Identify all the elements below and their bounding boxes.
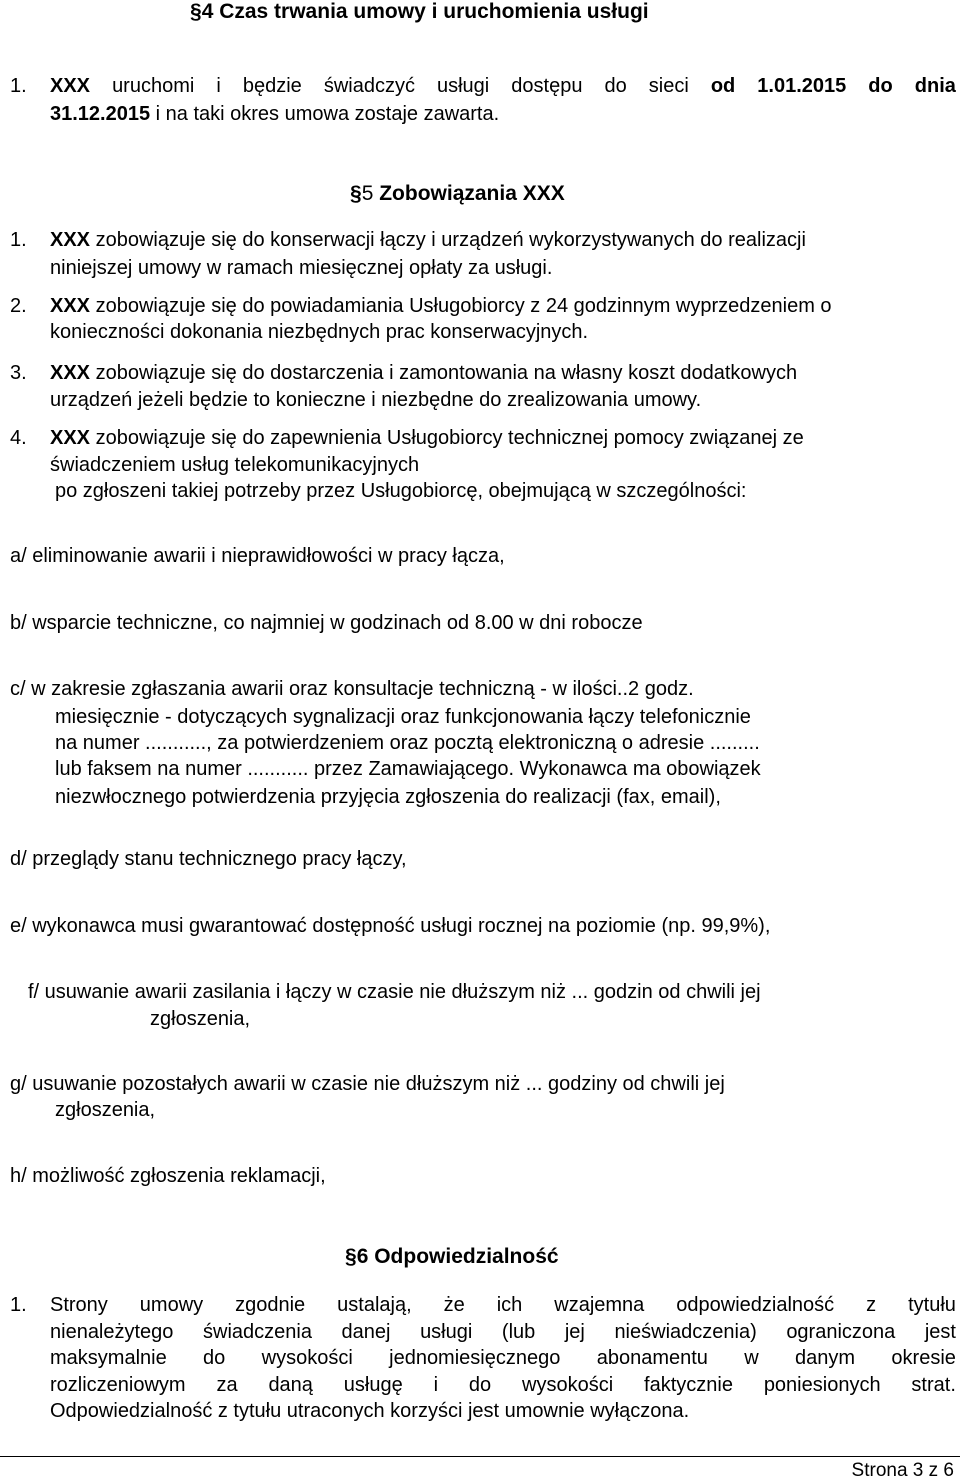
- list-number: 1.: [10, 229, 27, 251]
- sub-item-c-line-3: na numer ..........., za potwierdzeniem oraz pocztą elektroniczną o adresie .........: [55, 732, 760, 754]
- word: i: [216, 75, 221, 97]
- section-5-item-1-line-1: [50, 228, 806, 252]
- party-name: XXX: [50, 295, 91, 317]
- word: wysokości: [261, 1347, 353, 1369]
- section-5-item-1-line-2: niniejszej umowy w ramach miesięcznej opłaty za usługi.: [50, 257, 553, 279]
- section-6-point-1-line-1: [50, 1293, 956, 1317]
- word: usługi: [420, 1321, 473, 1343]
- party-name: XXX: [50, 362, 91, 384]
- text: i na taki okres umowa zostaje zawarta.: [150, 103, 500, 125]
- word: dostępu: [511, 75, 583, 97]
- list-number: 3.: [10, 362, 27, 384]
- section-5-item-2-line-2: konieczności dokonania niezbędnych prac konserwacyjnych.: [50, 321, 589, 343]
- word: wzajemna: [554, 1294, 645, 1316]
- sub-item-f-line-2: zgłoszenia,: [150, 1008, 251, 1030]
- word: okresie: [891, 1347, 956, 1369]
- party-name: XXX: [50, 427, 91, 449]
- start-date: 1.01.2015: [757, 75, 847, 97]
- list-number: 2.: [10, 295, 27, 317]
- sub-item-h: h/ możliwość zgłoszenia reklamacji,: [10, 1165, 326, 1187]
- section-title-text: Zobowiązania XXX: [373, 182, 565, 205]
- word: świadczyć: [323, 75, 415, 97]
- word: do: [604, 75, 627, 97]
- word: do: [203, 1347, 226, 1369]
- list-number: 4.: [10, 427, 27, 449]
- word: będzie: [242, 75, 302, 97]
- text: zobowiązuje się do zapewnienia Usługobiorcy technicznej pomocy związanej ze: [90, 427, 804, 449]
- word: danej: [341, 1321, 391, 1343]
- word: uruchomi: [112, 75, 195, 97]
- text: zobowiązuje się do dostarczenia i zamontowania na własny koszt dodatkowych: [90, 362, 798, 384]
- section-6-point-1-line-2: [50, 1320, 956, 1344]
- sub-item-a: a/ eliminowanie awarii i nieprawidłowości w pracy łącza,: [10, 545, 505, 567]
- word: z: [866, 1294, 877, 1316]
- word: od: [710, 75, 736, 97]
- page-number: Strona 3 z 6: [851, 1460, 954, 1481]
- word: faktycznie: [644, 1374, 733, 1396]
- word: zgodnie: [235, 1294, 306, 1316]
- word: dnia: [914, 75, 956, 97]
- section-5-item-3-line-1: [50, 361, 797, 385]
- word: rozliczeniowym: [50, 1374, 186, 1396]
- section-symbol: §: [190, 0, 202, 23]
- word: ustalają,: [337, 1294, 412, 1316]
- text: zobowiązuje się do powiadamiania Usługobiorcy z 24 godzinnym wyprzedzeniem o: [90, 295, 832, 317]
- word: danym: [795, 1347, 856, 1369]
- word: że: [443, 1294, 465, 1316]
- word: strat.: [911, 1374, 956, 1396]
- word: daną: [268, 1374, 313, 1396]
- word: nienależytego: [50, 1321, 174, 1343]
- word: do: [868, 75, 893, 97]
- word: usługę: [343, 1374, 403, 1396]
- section-4-title: [190, 0, 649, 24]
- text: zobowiązuje się do konserwacji łączy i urządzeń wykorzystywanych do realizacji: [90, 229, 806, 251]
- party-name: XXX: [50, 229, 91, 251]
- sub-item-c-line-1: c/ w zakresie zgłaszania awarii oraz konsultacje techniczną - w ilości..2 godz.: [10, 678, 694, 700]
- word: świadczenia: [203, 1321, 312, 1343]
- word: umowy: [139, 1294, 204, 1316]
- section-5-item-4-line-2: świadczeniem usług telekomunikacyjnych: [50, 454, 420, 476]
- section-5-item-3-line-2: urządzeń jeżeli będzie to konieczne i niezbędne do zrealizowania umowy.: [50, 389, 702, 411]
- section-5-item-4-line-3: po zgłoszeni takiej potrzeby przez Usługobiorcę, obejmującą w szczególności:: [55, 480, 747, 502]
- section-4-point-1-line-1: [50, 74, 956, 98]
- word: za: [216, 1374, 238, 1396]
- word: sieci: [648, 75, 689, 97]
- sub-item-f-line-1: f/ usuwanie awarii zasilania i łączy w czasie nie dłuższym niż ... godzin od chwili jej: [28, 981, 761, 1003]
- word: jednomiesięcznego: [389, 1347, 561, 1369]
- section-title-text: 6 Odpowiedzialność: [356, 1245, 559, 1268]
- sub-item-g-line-2: zgłoszenia,: [55, 1099, 156, 1121]
- word: abonamentu: [596, 1347, 708, 1369]
- sub-item-e: e/ wykonawca musi gwarantować dostępność usługi rocznej na poziomie (np. 99,9%),: [10, 915, 771, 937]
- section-6-point-1-line-3: [50, 1346, 956, 1370]
- end-date: 31.12.2015: [50, 103, 151, 125]
- sub-item-c-line-2: miesięcznie - dotyczących sygnalizacji oraz funkcjonowania łączy telefonicznie: [55, 706, 751, 728]
- section-5-title: [350, 182, 565, 206]
- section-6-title: [345, 1245, 559, 1269]
- section-number: 5: [361, 182, 374, 205]
- word: (lub: [501, 1321, 536, 1343]
- section-5-item-2-line-1: [50, 294, 832, 318]
- word: ich: [496, 1294, 523, 1316]
- word: Strony: [50, 1294, 108, 1316]
- word: ograniczona: [786, 1321, 896, 1343]
- sub-item-b: b/ wsparcie techniczne, co najmniej w godzinach od 8.00 w dni robocze: [10, 612, 643, 634]
- sub-item-g-line-1: g/ usuwanie pozostałych awarii w czasie nie dłuższym niż ... godziny od chwili jej: [10, 1073, 725, 1095]
- list-number: 1.: [10, 1294, 27, 1316]
- sub-item-c-line-5: niezwłocznego potwierdzenia przyjęcia zgłoszenia do realizacji (fax, email),: [55, 786, 721, 808]
- word: tytułu: [908, 1294, 956, 1316]
- section-symbol: §: [345, 1245, 357, 1268]
- section-5-item-4-line-1: [50, 426, 804, 450]
- footer-divider: [0, 1456, 960, 1457]
- section-4-point-1-line-2: [50, 102, 499, 126]
- word: jej: [564, 1321, 585, 1343]
- word: jest: [924, 1321, 956, 1343]
- word: maksymalnie: [50, 1347, 167, 1369]
- word: do: [468, 1374, 492, 1396]
- sub-item-d: d/ przeglądy stanu technicznego pracy łączy,: [10, 848, 407, 870]
- sub-item-c-line-4: lub faksem na numer ........... przez Zamawiającego. Wykonawca ma obowiązek: [55, 758, 761, 780]
- section-6-point-1-line-5: Odpowiedzialność z tytułu utraconych korzyści jest umownie wyłączona.: [50, 1400, 690, 1422]
- section-title-text: 4 Czas trwania umowy i uruchomienia usługi: [201, 0, 649, 23]
- word: nieświadczenia): [614, 1321, 757, 1343]
- word: XXX: [50, 75, 91, 97]
- word: odpowiedzialność: [676, 1294, 835, 1316]
- word: w: [744, 1347, 759, 1369]
- word: i: [433, 1374, 439, 1396]
- section-symbol: §: [350, 182, 362, 205]
- word: usługi: [436, 75, 490, 97]
- section-6-point-1-line-4: [50, 1373, 956, 1397]
- list-number: 1.: [10, 75, 27, 97]
- word: wysokości: [522, 1374, 614, 1396]
- word: poniesionych: [763, 1374, 881, 1396]
